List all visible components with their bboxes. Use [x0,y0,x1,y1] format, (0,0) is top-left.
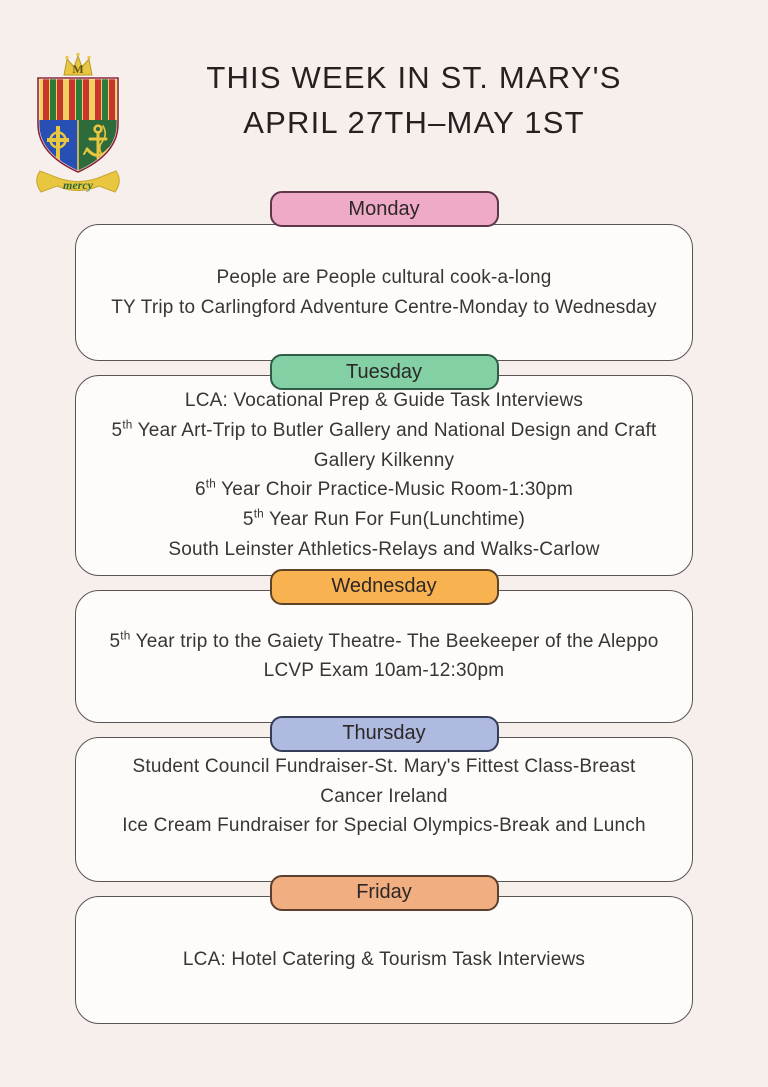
day-events-list [109,627,658,687]
page-title [60,56,768,146]
crest-monogram: M [72,62,84,76]
day-events-box [75,896,693,1024]
school-crest [28,50,128,200]
event-text: TY Trip to Carlingford Adventure Centre-Monday to Wednesday [111,296,657,318]
day-section-friday [75,875,693,1024]
day-pill-tuesday [270,354,499,390]
event-text: LCVP Exam 10am-12:30pm [263,660,505,682]
day-section-monday [75,191,693,361]
event-text: LCA: Hotel Catering & Tourism Task Interviews [182,949,586,971]
day-events-list [183,945,585,975]
day-pill-wednesday [270,569,499,605]
event-text: 5th Year Run For Fun(Lunchtime) [242,507,526,531]
shield-icon [38,78,118,180]
day-events-list [111,263,657,323]
day-pill-thursday [270,716,499,752]
weekly-schedule [75,191,693,1024]
crown-icon [64,53,92,76]
day-events-box [75,737,693,882]
mercy-banner [37,171,120,192]
crest-banner-text: mercy [63,178,93,192]
day-events-list [102,386,666,565]
day-events-box [75,375,693,576]
day-events-list [102,752,666,841]
day-pill-label: Monday [348,197,420,220]
event-text: 5th Year trip to the Gaiety Theatre- The Beekeeper of the Aleppo [109,629,659,652]
event-text: South Leinster Athletics-Relays and Walks-Carlow [168,539,600,561]
event-text: 6th Year Choir Practice-Music Room-1:30pm [194,478,574,501]
day-pill-label: Wednesday [331,575,437,598]
page-title-line1: THIS WEEK IN ST. MARY'S [206,60,622,95]
day-pill-monday [270,191,499,227]
day-pill-friday [270,875,499,911]
day-section-wednesday [75,569,693,723]
event-text: People are People cultural cook-a-long [216,266,552,288]
day-events-box [75,590,693,723]
day-section-thursday [75,716,693,882]
event-text: Ice Cream Fundraiser for Special Olympics-Break and Lunch [122,815,646,837]
event-text: Student Council Fundraiser-St. Mary's Fittest Class-Breast Cancer Ireland [132,755,636,807]
day-pill-label: Thursday [342,722,426,745]
event-text: LCA: Vocational Prep & Guide Task Interviews [184,390,584,411]
page-title-line2: APRIL 27TH–MAY 1ST [243,104,585,140]
day-pill-label: Tuesday [346,360,422,383]
poster-header [0,0,768,192]
day-pill-label: Friday [356,881,412,904]
event-text: 5th Year Art-Trip to Butler Gallery and National Design and Craft Gallery Kilkenny [111,418,657,471]
day-events-box [75,224,693,361]
day-section-tuesday [75,354,693,576]
